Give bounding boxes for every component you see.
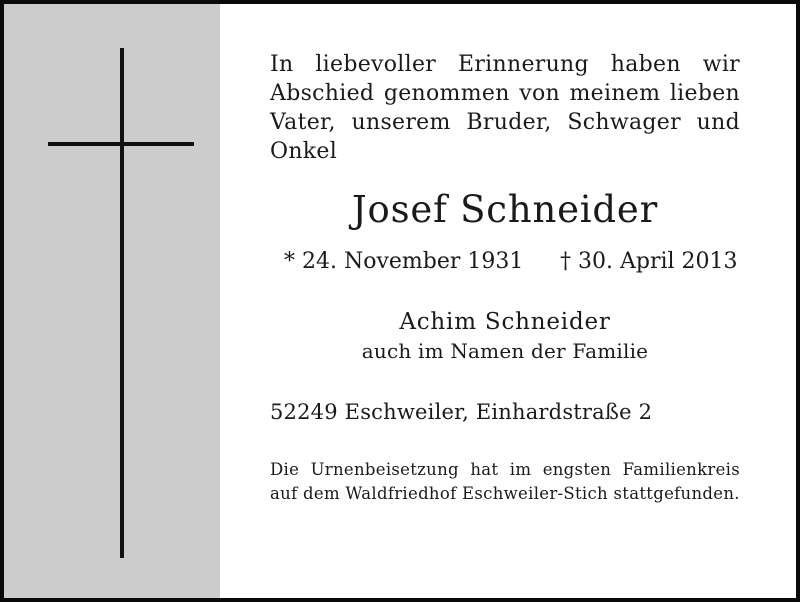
deceased-name: Josef Schneider (351, 188, 659, 231)
address: 52249 Eschweiler, Einhardstraße 2 (270, 400, 653, 424)
mourner-note: auch im Namen der Familie (361, 339, 649, 363)
death-date: † 30. April 2013 (560, 249, 738, 274)
intro-text: In liebevoller Erinnerung haben wir Abschied genommen von meinem lieben Vater, unserem Bruder, Schwager und Onkel (270, 52, 740, 164)
cross-horizontal-bar (48, 142, 194, 146)
burial-note: Die Urnenbeisetzung hat im engsten Familienkreis auf dem Waldfriedhof Eschweiler-Stich stattgefunden. (270, 460, 740, 503)
birth-date: * 24. November 1931 (284, 249, 524, 274)
mourner-name: Achim Schneider (399, 309, 611, 335)
sidebar-panel (4, 4, 220, 598)
cross-vertical-bar (120, 48, 124, 558)
